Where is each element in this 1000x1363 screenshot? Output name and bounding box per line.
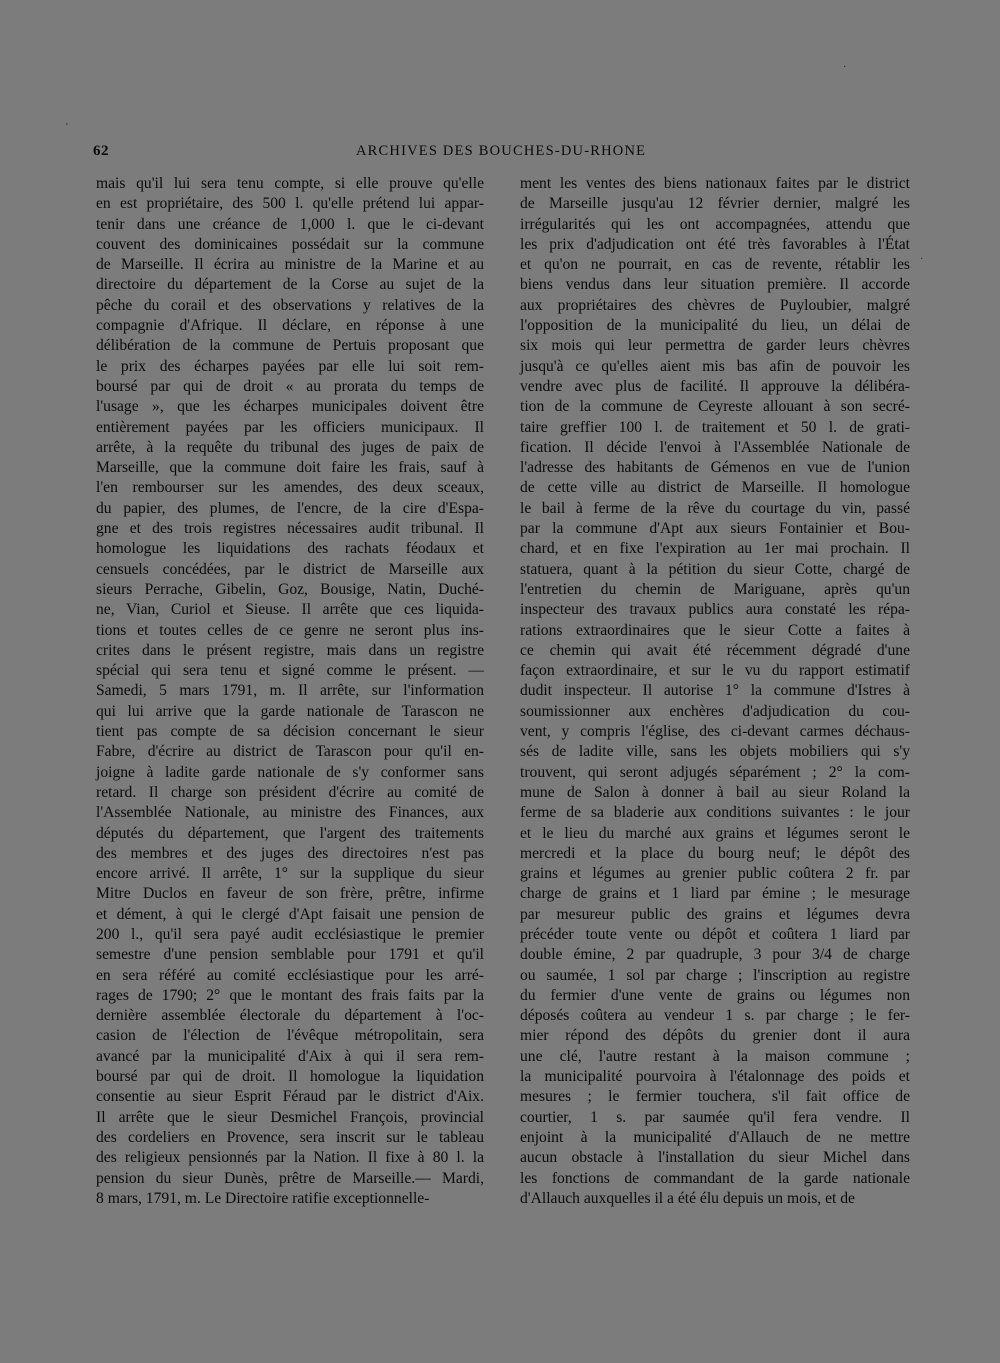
text-line: consentie au sieur Esprit Féraud par le district d'Aix. [96,1088,484,1106]
text-line: vent, y compris l'église, des ci-devant carmes déchaus- [520,723,910,741]
text-line: retard. Il charge son président d'écrire au comité de [96,783,484,801]
text-line: et dément, à qui le clergé d'Apt faisait une pension de [96,905,484,923]
text-line: censuels concédées, par le district de Marseille aux [96,560,484,578]
text-line: l'Assemblée Nationale, au ministre des Finances, aux [96,804,484,822]
text-line: le bail à ferme de la rêve du courtage du vin, passé [520,499,910,517]
text-line: 200 l., qu'il sera payé audit ecclésiastique le premier [96,925,484,943]
text-line: tions et toutes celles de ce genre ne seront plus ins- [96,621,484,639]
text-line: déposés coûtera au vendeur 1 s. par charge ; le fer- [520,1007,910,1025]
text-line: grains et légumes au grenier public coûtera 2 fr. par [520,865,910,883]
text-line: des membres et des juges des directoires n'est pas [96,844,484,862]
text-line: homologue les liquidations des rachats féodaux et [96,540,484,558]
text-line: en sera référé au comité ecclésiastique pour les arré- [96,966,484,984]
scan-speck: ' [66,122,68,133]
text-line: biens vendus dans leur situation première. Il accorde [520,276,910,294]
text-line: par la commune d'Apt aux sieurs Fontainier et Bou- [520,520,910,538]
text-line: gne et des trois registres nécessaires audit tribunal. Il [96,520,484,538]
text-line: trouvent, qui seront adjugés séparément ; 2° la com- [520,763,910,781]
text-line: rations extraordinaires que le sieur Cotte a faites à [520,621,910,639]
text-line: courtier, 1 s. par saumée qu'il fera vendre. Il [520,1108,910,1126]
text-line: couvent des dominicaines possédait sur la commune [96,235,484,253]
text-line: ferme de sa bladerie aux conditions suivantes : le jour [520,804,910,822]
text-line: tient pas compte de sa décision concernant le sieur [96,723,484,741]
scan-speck: · [920,254,924,265]
text-line: directoire du département de la Corse au sujet de la [96,276,484,294]
text-line: précéder toute vente ou dépôt et coûtera 1 liard par [520,925,910,943]
text-line: l'en rembourser sur les amendes, des deux sceaux, [96,479,484,497]
text-line: entièrement payées par les officiers municipaux. Il [96,418,484,436]
text-line: pêche du corail et des observations y relatives de la [96,296,484,314]
text-line: sieurs Perrache, Gibelin, Goz, Bousige, Natin, Duché- [96,580,484,598]
text-line: boursé par qui de droit. Il homologue la liquidation [96,1068,484,1086]
text-line: de Marseille jusqu'au 12 février dernier, malgré les [520,195,910,213]
text-line: chard, et en fixe l'expiration au 1er mai prochain. Il [520,540,910,558]
text-line: vendre avec plus de facilité. Il approuve la délibéra- [520,377,910,395]
text-line: du papier, des plumes, de l'encre, de la cire d'Espa- [96,499,484,517]
text-line: façon extraordinaire, et sur le vu du rapport estimatif [520,662,910,680]
text-line: du fermier d'une vente de grains ou légumes non [520,986,910,1004]
text-line: fication. Il décide l'envoi à l'Assemblée Nationale de [520,438,910,456]
text-line: dudit inspecteur. Il autorise 1° la commune d'Istres à [520,682,910,700]
text-line: des religieux pensionnés par la Nation. Il fixe à 80 l. la [96,1149,484,1167]
text-line: tion de la commune de Ceyreste allouant à son secré- [520,398,910,416]
text-line: statuera, quant à la pétition du sieur Cotte, chargé de [520,560,910,578]
text-line: irrégularités qui les ont accompagnées, attendu que [520,215,910,233]
text-line: soumissionner aux enchères d'adjudication du cou- [520,702,910,720]
text-line: aucun obstacle à l'installation du sieur Michel dans [520,1149,910,1167]
text-line: une clé, l'autre restant à la maison commune ; [520,1047,910,1065]
text-line: de Marseille. Il écrira au ministre de la Marine et au [96,256,484,274]
text-line: députés du département, que l'argent des traitements [96,824,484,842]
text-line: mier répond des dépôts du grenier dont il aura [520,1027,910,1045]
text-line: l'entretien du chemin de Mariguane, après qu'un [520,580,910,598]
text-line: ne, Vian, Curiol et Sieuse. Il arrête que ces liquida- [96,601,484,619]
text-line: ce chemin qui avait été récemment dégradé d'une [520,641,910,659]
text-line: de cette ville au district de Marseille. Il homologue [520,479,910,497]
page-number: 62 [93,143,109,159]
scan-speck: · [843,62,847,73]
text-line: semestre d'une pension semblable pour 1791 et qu'il [96,946,484,964]
text-line: joigne à ladite garde nationale de s'y conformer sans [96,763,484,781]
text-line: compagnie d'Afrique. Il déclare, en réponse à une [96,317,484,335]
text-line: crites dans le présent registre, mais dans un registre [96,641,484,659]
text-line: l'adresse des habitants de Gémenos en vue de l'union [520,459,910,477]
text-line: l'opposition de la municipalité du lieu, un délai de [520,317,910,335]
left-text-column [96,174,484,1209]
text-line: en est propriétaire, des 500 l. qu'elle prétend lui appar- [96,195,484,213]
text-line: aux propriétaires des chèvres de Puyloubier, malgré [520,296,910,314]
text-line: casion de l'élection de l'évêque métropolitain, sera [96,1027,484,1045]
text-line: mune de Salon à donner à bail au sieur Roland la [520,783,910,801]
text-line: Marseille, que la commune doit faire les frais, sauf à [96,459,484,477]
text-line: boursé par qui de droit « au prorata du temps de [96,377,484,395]
text-line: dernière assemblée électorale du département à l'oc- [96,1007,484,1025]
text-line: les fonctions de commandant de la garde nationale [520,1169,910,1187]
text-line: par mesureur public des grains et légumes devra [520,905,910,923]
text-line: Samedi, 5 mars 1791, m. Il arrête, sur l'information [96,682,484,700]
text-line: délibération de la commune de Pertuis proposant que [96,337,484,355]
text-line: spécial qui sera tenu et signé comme le présent. — [96,662,484,680]
text-line: charge de grains et 1 liard par émine ; le mesurage [520,885,910,903]
text-line: la municipalité pourvoira à l'étalonnage des poids et [520,1068,910,1086]
text-line: inspecteur des travaux publics aura constaté les répa- [520,601,910,619]
text-line: mesures ; le fermier touchera, s'il fait office de [520,1088,910,1106]
text-line: d'Allauch auxquelles il a été élu depuis un mois, et de [520,1189,855,1207]
text-line: tenir dans une créance de 1,000 l. que le ci-devant [96,215,484,233]
text-line: enjoint à la municipalité d'Allauch de ne mettre [520,1128,910,1146]
text-line: six mois qui leur permettra de garder leurs chèvres [520,337,910,355]
text-line: l'usage », que les écharpes municipales doivent être [96,398,484,416]
text-line: rages de 1790; 2° que le montant des frais faits par la [96,986,484,1004]
text-line: ou saumée, 1 sol par charge ; l'inscription au registre [520,966,910,984]
text-line: qui lui arrive que la garde nationale de Tarascon ne [96,702,484,720]
text-line: Il arrête que le sieur Desmichel François, provincial [96,1108,484,1126]
right-text-column [520,174,910,1209]
text-line: des cordeliers en Provence, sera inscrit sur le tableau [96,1128,484,1146]
text-line: Mitre Duclos en faveur de son frère, prêtre, infirme [96,885,484,903]
text-line: double émine, 2 par quadruple, 3 pour 3/4 de charge [520,946,910,964]
text-line: le prix des écharpes payées par elle lui soit rem- [96,357,484,375]
text-line: et le lieu du marché aux grains et légumes seront le [520,824,910,842]
text-line: taire greffier 100 l. de traitement et 50 l. de grati- [520,418,910,436]
text-line: arrête, à la requête du tribunal des juges de paix de [96,438,484,456]
text-line: avancé par la municipalité d'Aix à qui il sera rem- [96,1047,484,1065]
text-line: 8 mars, 1791, m. Le Directoire ratifie exceptionnelle- [96,1189,430,1207]
text-line: les prix d'adjudication ont été très favorables à l'État [520,235,910,253]
text-line: Fabre, d'écrire au district de Tarascon pour qu'il en- [96,743,484,761]
text-line: encore arrivé. Il arrête, 1° sur la supplique du sieur [96,865,484,883]
text-line: et qu'on ne pourrait, en cas de revente, rétablir les [520,256,910,274]
text-line: mais qu'il lui sera tenu compte, si elle prouve qu'elle [96,175,484,192]
text-line: jusqu'à ce qu'elles aient mis bas afin de pouvoir les [520,357,910,375]
text-line: mercredi et la place du bourg neuf; le dépôt des [520,844,910,862]
text-line: pension du sieur Dunès, prêtre de Marseille.— Mardi, [96,1169,484,1187]
running-head: ARCHIVES DES BOUCHES-DU-RHONE [356,143,647,159]
text-line: sés de ladite ville, sans les objets mobiliers qui s'y [520,743,910,761]
text-line: ment les ventes des biens nationaux faites par le district [520,175,910,192]
